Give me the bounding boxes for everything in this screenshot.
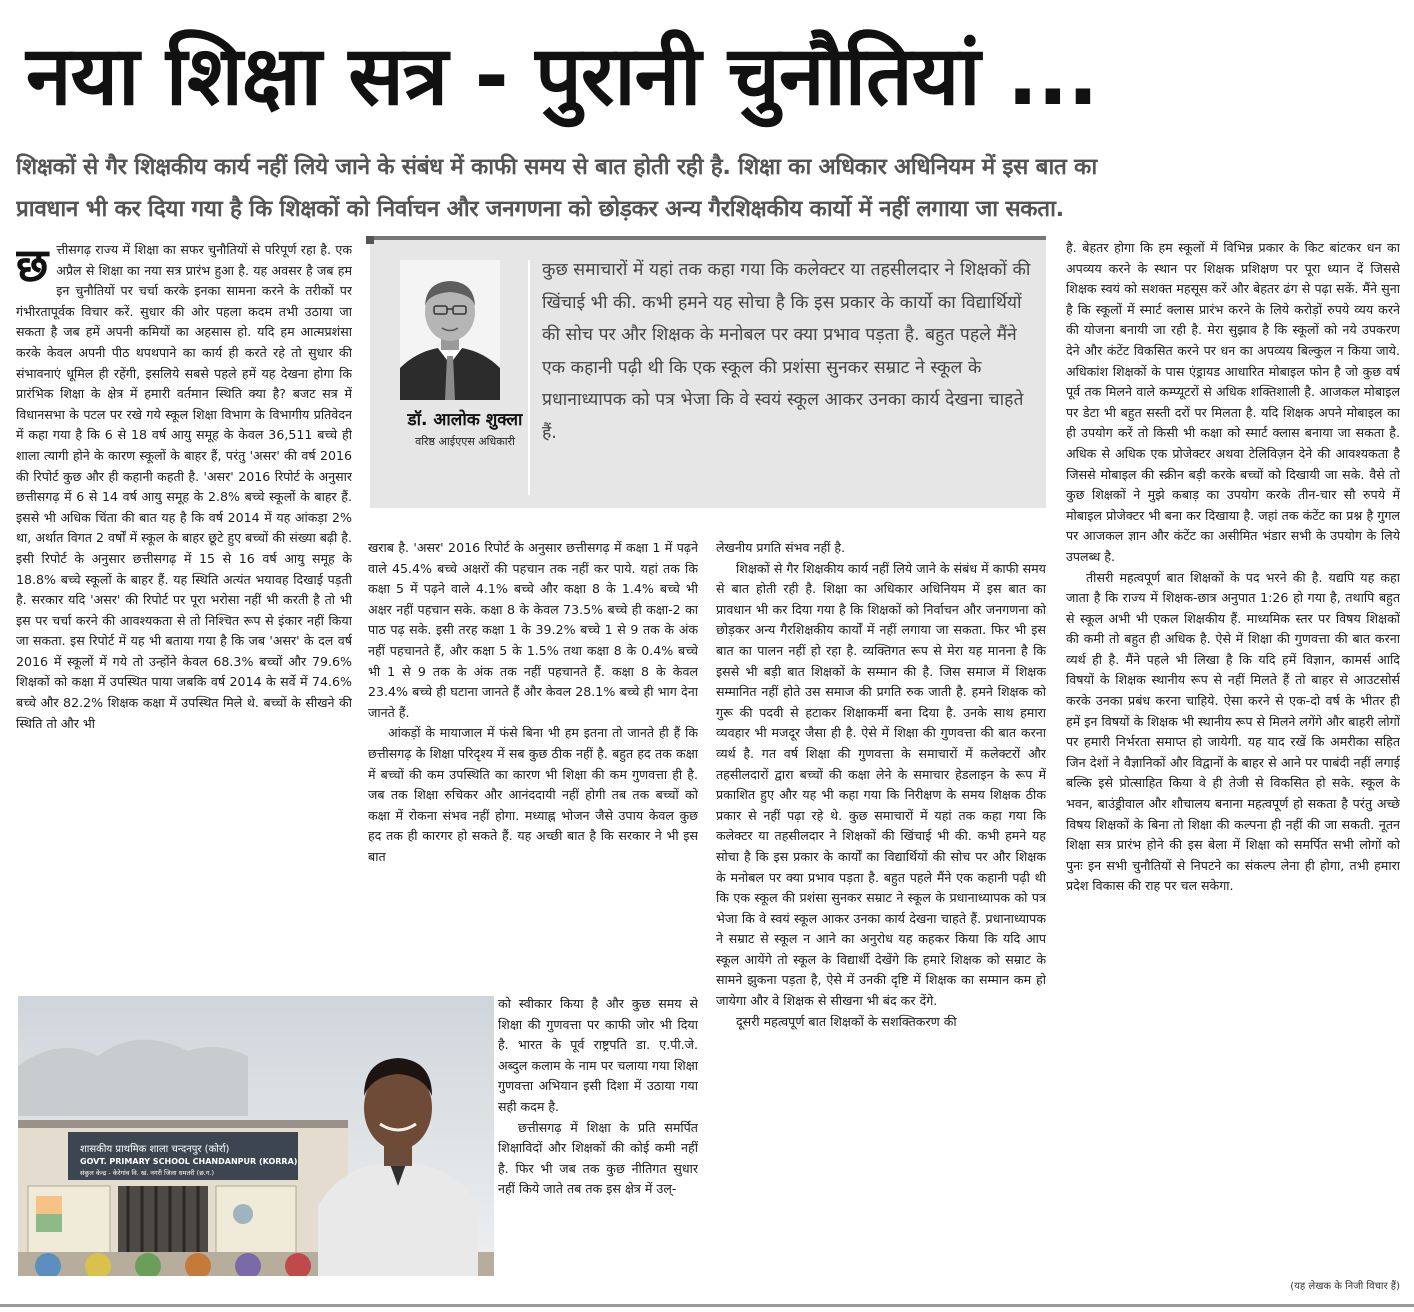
school-sign-line-2: GOVT. PRIMARY SCHOOL CHANDANPUR (KORRA) [80,1157,298,1166]
column-3-paragraph-2: शिक्षकों से गैर शिक्षकीय कार्य नहीं लिये जाने के संबंध में काफी समय से बात होती रही है. शिक्षा का अधिकार अधिनियम में इस बात का प्रावधान भी कर दिया गया है कि शिक्षकों को निर्वाचन और जनगणना को छोड़कर अन्य गैरशिक्षकीय कार्यों में नहीं लगाया जा सकता. फिर भी इस बात का पालन नहीं हो रहा है. व्यक्तिगत रूप से मेरा यह मानना है कि इससे भी बड़ी बात शिक्षकों के सम्मान की है. जिस समाज में शिक्षक सम्मानित नहीं होते उस समाज की प्रगति रुक जाती है. हमने शिक्षक को गुरू की पदवी से हटाकर शिक्षाकर्मी बना दिया है. उनके साथ हमारा व्यवहार भी मजदूर जैसा ही है. ऐसे में शिक्षा की गुणवत्ता की बात करना व्यर्थ है. गत वर्ष शिक्षा की गुणवत्ता के समाचारों में कलेक्टरों और तहसीलदारों द्वारा बच्चों की कक्षा लेने के समाचार हेडलाइन के रूप में प्रकाशित हुए और यह भी कहा गया कि निरीक्षण के समय शिक्षक ठीक प्रकार से नहीं पढ़ा रहे थे. कुछ समाचारों में यहां तक कहा गया कि कलेक्टर या तहसीलदार ने शिक्षकों की खिंचाई भी की. कभी हमने यह सोचा है कि इस प्रकार के कार्यों का विद्यार्थियों की सोच पर और शिक्षक के मनोबल पर क्या प्रभाव पड़ता है. बहुत पहले मैंने एक कहानी पढ़ी थी कि एक स्कूल की प्रशंसा सुनकर सम्राट ने स्कूल के प्रधानाध्यापक को पत्र भेजा कि वे स्वयं स्कूल आकर उनका कार्य देखना चाहते हैं. प्रधानाध्यापक ने सम्राट से स्कूल न आने का अनुरोध यह कहकर किया कि यदि आप स्कूल आयेंगे तो स्कूल के विद्यार्थी देखेंगे कि हमारे शिक्षक को सम्राट के सामने झुकना पड़ता है, ऐसे में उनकी दृष्टि में शिक्षक का सम्मान कम हो जायेगा और वे शिक्षक से सीखना भी बंद कर देंगे. [716,560,1046,1009]
author-photo [400,260,500,400]
standfirst-line-1: शिक्षकों से गैर शिक्षकीय कार्य नहीं लिये जाने के संबंध में काफी समय से बात होती रही है. शिक्षा का अधिकार अधिनियम में इस बात का [16,154,1097,180]
author-title: वरिष्ठ आईएएस अधिकारी [415,435,515,448]
column-2-paragraph-1: खराब है. 'असर' 2016 रिपोर्ट के अनुसार छत्तीसगढ़ में कक्षा 1 में पढ़ने वाले 45.4% बच्चे अक्षरों की पहचान तक नहीं कर पाये. यहां तक कि कक्षा 5 में पढ़ने वाले 4.1% बच्चे और कक्षा 8 के 1.4% बच्चे भी अक्षर नहीं पहचान सके. कक्षा 8 के केवल 73.5% बच्चे ही कक्षा-2 का पाठ पढ़ सके. इसी तरह कक्षा 1 के 39.2% बच्चे 1 से 9 तक के अंक नहीं पहचानते हैं, और कक्षा 5 के 1.5% तथा कक्षा 8 के 0.4% बच्चे भी 1 से 9 तक के अंक तक नहीं पहचानते हैं. कक्षा 8 के केवल 23.4% बच्चे ही घटाना जानते हैं और केवल 28.1% बच्चे ही भाग देना जानते हैं. [368,540,698,720]
author-portrait-illustration [400,260,500,400]
drop-cap: छ [16,240,49,292]
pull-quote-corner-mark [366,236,374,244]
column-2-lower-paragraph-1: को स्वीकार किया है और कुछ समय से शिक्षा की गुणवत्ता पर काफी जोर भी दिया है. भारत के पूर्व राष्ट्रपति डा. ए.पी.जे. अब्दुल कलाम के नाम पर चलाया गया शिक्षा गुणवत्ता अभियान इसी दिशा में उठाया गया सही कदम है. [498,996,698,1114]
article-column-2 [368,538,698,978]
author-disclaimer: (यह लेखक के निजी विचार हैं) [1290,1281,1400,1292]
column-3-paragraph-3: दूसरी महत्वपूर्ण बात शिक्षकों के सशक्तिकरण की [736,1013,957,1029]
school-sign-line-3: संकुल केन्द्र - केरेगांव वि. खं. नगरी जिला धमतरी (छ.ग.) [80,1169,215,1177]
column-2-paragraph-2: आंकड़ों के मायाजाल में फंसे बिना भी हम इतना तो जानते ही हैं कि छत्तीसगढ़ के शिक्षा परिदृश्य में सब कुछ ठीक नहीं है. बहुत हद तक कक्षा में बच्चों की कम उपस्थिति का कारण भी शिक्षा की कम गुणवत्ता ही है. जब तक शिक्षा रुचिकर और आनंददायी नहीं होगी तब तक बच्चों को कक्षा में रोकना संभव नहीं होगा. मध्याह्न भोजन जैसे उपाय केवल कुछ हद तक ही कारगर हो सकते हैं. यह अच्छी बात है कि सरकार ने भी इस बात [368,725,698,864]
article-column-3 [716,538,1046,1286]
author-name: डॉ. आलोक शुक्ला [407,410,523,430]
column-3-paragraph-1: लेखनीय प्रगति संभव नहीं है. [716,540,846,555]
pull-quote-box [370,236,1046,508]
school-photo [18,996,494,1276]
column-1-paragraph: त्तीसगढ़ राज्य में शिक्षा का सफर चुनौतियों से परिपूर्ण रहा है. एक अप्रैल से शिक्षा का नया सत्र प्रारंभ हुआ है. यह अवसर है जब हम इन चुनौतियों पर चर्चा करके इनका सामना करने के तरीकों पर गंभीरतापूर्वक विचार करें. सुधार की ओर पहला कदम तभी उठाया जा सकता है जब हमें अपनी कमियों का अहसास हो. यदि हम आत्मप्रशंसा करके केवल अपनी पीठ थपथपाने का कार्य ही करते रहे तो सुधार की संभावनाएं धूमिल ही रहेंगी, इसलिये सबसे पहले हमें यह देखना होगा कि प्रारंभिक शिक्षा के क्षेत्र में हमारी वर्तमान स्थिति क्या है? बजट सत्र में विधानसभा के पटल पर रखे गये स्कूल शिक्षा विभाग के विभागीय प्रतिवेदन में कहा गया है कि 6 से 18 वर्ष आयु समूह के केवल 36,511 बच्चे ही शाला त्यागी होने के कारण स्कूलों के बाहर हैं, परंतु 'असर' की वर्ष 2016 की रिपोर्ट कुछ और ही कहानी कहती है. 'असर' 2016 रिपोर्ट के अनुसार छत्तीसगढ़ में 6 से 14 वर्ष आयु समूह के 2.8% बच्चे स्कूलों के बाहर हैं. इससे भी अधिक चिंता की बात यह है कि वर्ष 2014 में यह आंकड़ा 2% था, अर्थात विगत 2 वर्षों में स्कूल के बाहर छूटे हुए बच्चों की संख्या बढ़ी है. इसी रिपोर्ट के अनुसार छत्तीसगढ़ में 15 से 16 वर्ष आयु समूह के 18.8% बच्चे स्कूलों के बाहर हैं. यह स्थिति अत्यंत भयावह दिखाई पड़ती है. सरकार यदि 'असर' की रिपोर्ट पर पूरा भरोसा नहीं भी करती है तो भी इस पर चर्चा करने की आवश्यकता से तो निश्चित रूप से इंकार नहीं किया जा सकता. इस रिपोर्ट में यह भी बताया गया है कि जब 'असर' के दल वर्ष 2016 में स्कूलों में गये तो उन्होंने केवल 68.3% बच्चों और 79.6% शिक्षकों को कक्षा में उपस्थित पाया जबकि वर्ष 2014 के सर्वे में 74.6% बच्चे और 82.2% शिक्षक कक्षा में उपस्थित मिले थे. बच्चों के सीखने की स्थिति तो और भी [16,242,352,731]
standfirst-line-2: प्रावधान भी कर दिया गया है कि शिक्षकों को निर्वाचन और जनगणना को छोड़कर अन्य गैरशिक्षकीय कार्यो में नहीं लगाया जा सकता. [16,196,1064,222]
column-4-paragraph-1: है. बेहतर होगा कि हम स्कूलों में विभिन्न प्रकार के किट बांटकर धन का अपव्यय करने के स्थान पर शिक्षक प्रशिक्षण पर पूरा ध्यान दें जिससे शिक्षक स्वयं को सशक्त महसूस करें और बेहतर ढंग से पढ़ा सकें. मैंने सुना है कि स्कूलों में स्मार्ट क्लास प्रारंभ करने के लिये करोड़ों रुपये व्यय करने की योजना बनायी जा रही है. मेरा सुझाव है कि स्कूलों को नये उपकरण देने और कंटेंट विकसित करने पर धन का अपव्यय बिल्कुल न किया जाये. अधिकांश शिक्षकों के पास एंड्रायड आधारित मोबाइल फोन है जो कुछ वर्ष पूर्व तक मिलने वाले कम्प्यूटरों से अधिक शक्तिशाली है. आजकल मोबाइल पर डेटा भी बहुत सस्ती दरों पर मिलता है. यदि शिक्षक अपने मोबाइल का ही उपयोग करें तो किसी भी कक्षा को स्मार्ट क्लास बनाया जा सकता है. अधिक से अधिक एक प्रोजेक्टर अथवा टेलिविज़न देने की आवश्यकता है जिससे मोबाइल की स्क्रीन बड़ी करके बच्चों को दिखायी जा सके. वैसे तो कुछ शिक्षकों ने मुझे कबाड़ का उपयोग करके तीन-चार सौ रुपये में मोबाइल प्रोजेक्टर भी बना कर दिखाया है. जहां तक कंटेंट का प्रश्न है गुगल पर आजकल ज्ञान और कंटेंट का असीमित भंडार सभी के उपयोग के लिये उपलब्ध है. [1066,240,1400,564]
article-column-1 [16,240,352,986]
standfirst [16,146,1400,232]
school-photo-illustration [18,996,494,1276]
column-4-paragraph-2: तीसरी महत्वपूर्ण बात शिक्षकों के पद भरने की है. यद्यपि यह कहा जाता है कि राज्य में शिक्षक-छात्र अनुपात 1:26 हो गया है, तथापि बहुत से स्कूल अभी भी एकल शिक्षकीय हैं. माध्यमिक स्तर पर विषय शिक्षकों की कमी तो बहुत ही अधिक है. ऐसे में शिक्षा की गुणवत्ता की बात करना व्यर्थ ही है. मैंने पहले भी लिखा है कि यदि हमें विज्ञान, कामर्स आदि विषयों के शिक्षक स्थानीय रूप से नहीं मिलते हैं तो बाहर से आउटसोर्स करके उनका प्रबंध करना चाहिये. ऐसा करने से एक-दो वर्ष के भीतर ही हमें इन विषयों के शिक्षक भी स्थानीय रूप से मिलने लगेंगे और बाहरी लोगों पर हमारी निर्भरता समाप्त हो जायेगी. यह याद रखें कि अमरीका सहित जिन देशों ने वैज्ञानिकों और विद्वानों के बाहर से आने पर पाबंदी नहीं लगाई बल्कि इसे प्रोत्साहित किया वे ही तेजी से विकसित हो सके. स्कूल के भवन, बाउंड्रीवाल और शौचालय बनाना महत्वपूर्ण हो सकता है परंतु अच्छे विषय शिक्षकों के बिना तो शिक्षा की कल्पना ही नहीं की जा सकती. नूतन शिक्षा सत्र प्रारंभ होने की इस बेला में शिक्षा को समर्पित सभी लोगों को पुनः इन सभी चुनौतियों से निपटने का संकल्प लेना ही होगा, तभी हमारा प्रदेश विकास की राह पर चल सकेगा. [1066,569,1400,894]
pull-quote-text: कुछ समाचारों में यहां तक कहा गया कि कलेक्टर या तहसीलदार ने शिक्षकों की खिंचाई भी की. कभी हमने यह सोचा है कि इस प्रकार के कार्यो का विद्यार्थियों की सोच पर और शिक्षक के मनोबल पर क्या प्रभाव पड़ता है. बहुत पहले मैंने एक कहानी पढ़ी थी कि एक स्कूल की प्रशंसा सुनकर सम्राट ने स्कूल के प्रधानाध्यापक को पत्र भेजा कि वे स्वयं स्कूल आकर उनका कार्य देखना चाहते हैं. [542,260,1031,443]
bottom-rule [0,1304,1414,1307]
article-column-2-lower [498,994,698,1286]
headline: नया शिक्षा सत्र - पुरानी चुनौतियां ... [26,29,1098,124]
school-sign-line-1: शासकीय प्राथमिक शाला चन्दनपुर (कोर्रा) [80,1144,230,1155]
column-2-lower-paragraph-2: छत्तीसगढ़ में शिक्षा के प्रति समर्पित शिक्षाविदों और शिक्षकों की कोई कमी नहीं है. फिर भी जब तक कुछ नीतिगत सुधार नहीं किये जाते तब तक इस क्षेत्र में उल्- [498,1119,698,1197]
article-column-4 [1066,238,1400,1278]
pull-quote-divider [528,260,530,495]
